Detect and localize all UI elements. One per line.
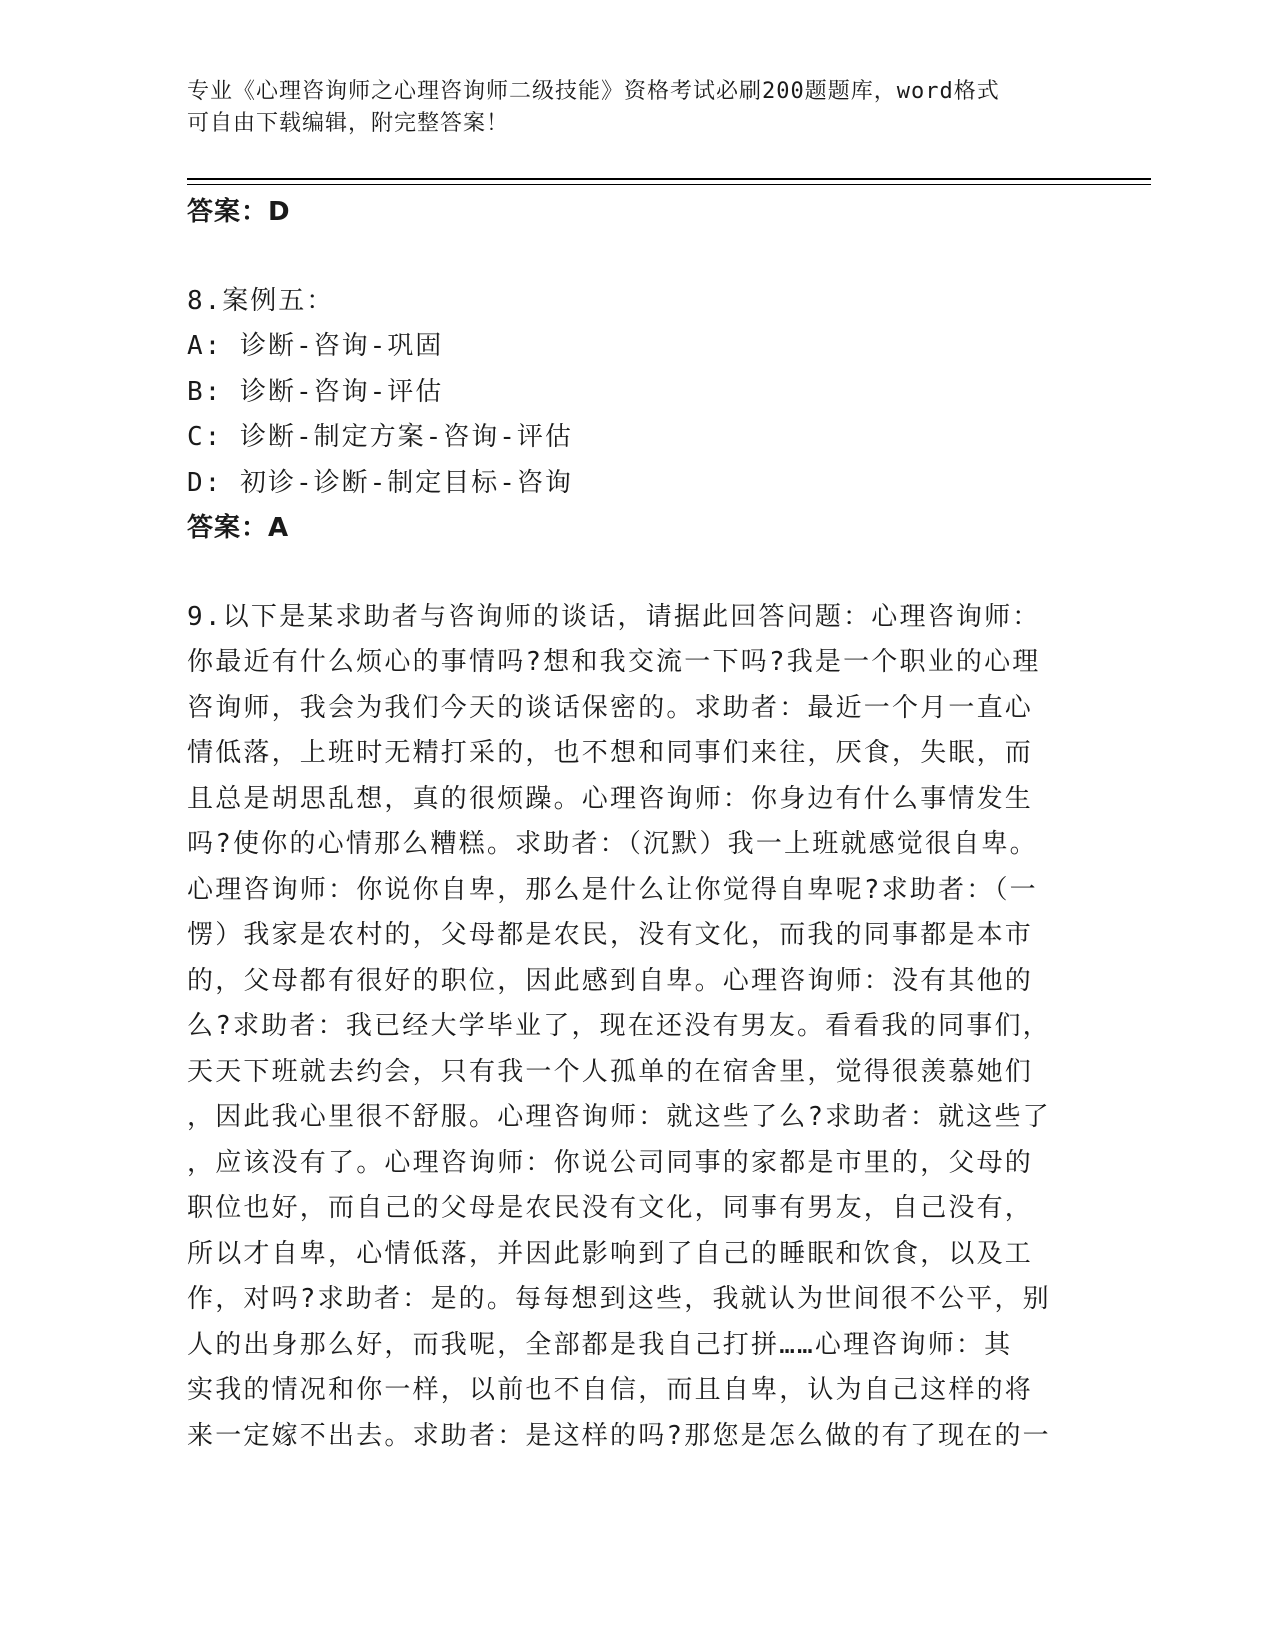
document-body (187, 190, 1077, 1459)
header-title-line-2: 可自由下载编辑，附完整答案！ (187, 111, 510, 136)
question-9-line: 你最近有什么烦心的事情吗?想和我交流一下吗?我是一个职业的心理 (187, 647, 1041, 677)
question-9-line: 吗?使你的心情那么糟糕。求助者：（沉默）我一上班就感觉很自卑。 (187, 829, 1038, 859)
question-9 (187, 595, 1077, 1460)
question-8-option-c: C: 诊断-制定方案-咨询-评估 (187, 422, 573, 452)
question-9-line: 作，对吗?求助者：是的。每每想到这些，我就认为世间很不公平，别 (187, 1284, 1051, 1314)
question-9-line: 咨询师，我会为我们今天的谈话保密的。求助者：最近一个月一直心 (187, 692, 1034, 723)
question-9-line: 情低落，上班时无精打采的，也不想和同事们来往，厌食，失眠，而 (187, 738, 1034, 768)
header-title-line-1: 专业《心理咨询师之心理咨询师二级技能》资格考试必刷200题题库，word格式 (187, 79, 1000, 104)
spacer (187, 236, 1077, 279)
header-divider-thin (187, 184, 1151, 185)
spacer (187, 552, 1077, 595)
question-9-line: 天天下班就去约会，只有我一个人孤单的在宿舍里，觉得很羡慕她们 (187, 1056, 1034, 1087)
question-9-line: ，应该没有了。心理咨询师：你说公司同事的家都是市里的，父母的 (187, 1147, 1034, 1178)
question-9-line: 心理咨询师：你说你自卑，那么是什么让你觉得自卑呢?求助者：（一 (187, 874, 1038, 905)
question-9-line: 来一定嫁不出去。求助者：是这样的吗?那您是怎么做的有了现在的一 (187, 1420, 1051, 1451)
question-9-line: 实我的情况和你一样，以前也不自信，而且自卑，认为自己这样的将 (187, 1375, 1034, 1405)
question-9-line: 所以才自卑，心情低落，并因此影响到了自己的睡眠和饮食，以及工 (187, 1238, 1034, 1269)
header-divider-thick (187, 178, 1151, 180)
question-8-option-a: A: 诊断-咨询-巩固 (187, 331, 444, 361)
question-8-option-d: D: 初诊-诊断-制定目标-咨询 (187, 467, 573, 498)
question-8-option-b: B: 诊断-咨询-评估 (187, 376, 444, 407)
question-9-line: 愣）我家是农村的，父母都是农民，没有文化，而我的同事都是本市 (187, 920, 1034, 950)
question-8-stem: 8.案例五： (187, 285, 335, 316)
question-7-answer: 答案：D (187, 197, 291, 227)
question-9-line: ，因此我心里很不舒服。心理咨询师：就这些了么?求助者：就这些了 (187, 1102, 1051, 1132)
document-header (187, 76, 1087, 140)
question-8-answer: 答案：A (187, 513, 290, 543)
question-8 (187, 279, 1077, 552)
question-9-line: 且总是胡思乱想，真的很烦躁。心理咨询师：你身边有什么事情发生 (187, 783, 1034, 814)
question-9-line: 人的出身那么好，而我呢，全部都是我自己打拼……心理咨询师：其 (187, 1329, 1013, 1360)
question-9-line: 9.以下是某求助者与咨询师的谈话，请据此回答问题：心理咨询师： (187, 601, 1041, 632)
question-9-line: 职位也好，而自己的父母是农民没有文化，同事有男友，自己没有， (187, 1193, 1034, 1223)
question-9-line: 么?求助者：我已经大学毕业了，现在还没有男友。看看我的同事们， (187, 1011, 1051, 1041)
question-9-line: 的，父母都有很好的职位，因此感到自卑。心理咨询师：没有其他的 (187, 965, 1034, 996)
